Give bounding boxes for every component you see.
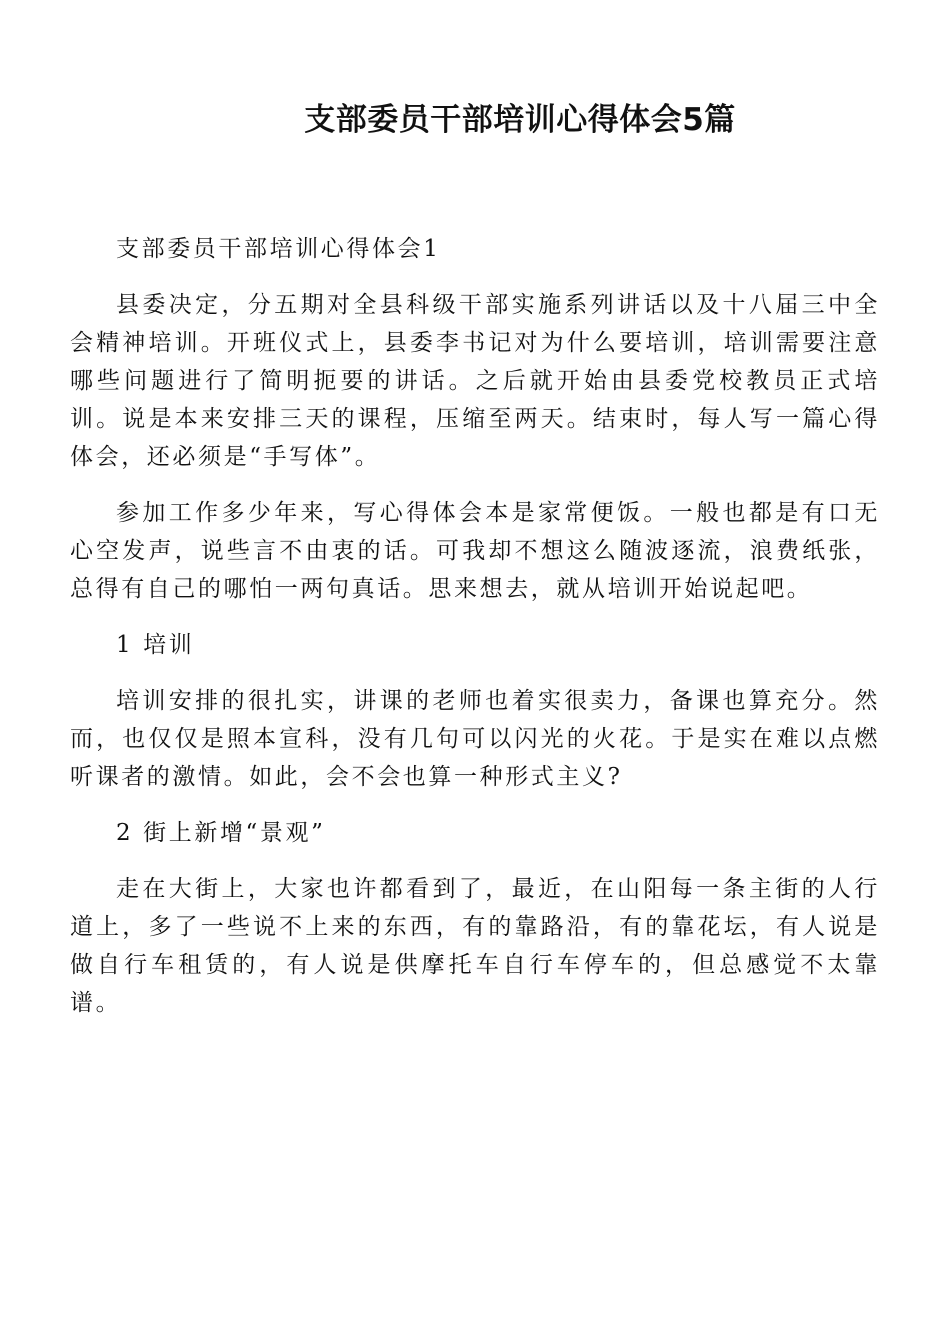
paragraph: 县委决定，分五期对全县科级干部实施系列讲话以及十八届三中全会精神培训。开班仪式上，县委李书记对为什么要培训，培训需要注意哪些问题进行了简明扼要的讲话。之后就开始由县委党校教员正式培训。说是本来安排三天的课程，压缩至两天。结束时，每人写一篇心得体会，还必须是“手写体”。 xyxy=(70,292,880,470)
document-body xyxy=(70,230,880,1040)
section-heading: 2 街上新增“景观” xyxy=(116,820,326,846)
document-title: 支部委员干部培训心得体会5篇 xyxy=(304,102,736,138)
section-heading: 支部委员干部培训心得体会1 xyxy=(116,236,441,262)
paragraph: 培训安排的很扎实，讲课的老师也着实很卖力，备课也算充分。然而，也仅仅是照本宣科，没有几句可以闪光的火花。于是实在难以点燃听课者的激情。如此，会不会也算一种形式主义? xyxy=(70,688,880,790)
section-heading: 1 培训 xyxy=(116,632,195,658)
paragraph: 走在大街上，大家也许都看到了，最近，在山阳每一条主街的人行道上，多了一些说不上来的东西，有的靠路沿，有的靠花坛，有人说是做自行车租赁的，有人说是供摩托车自行车停车的，但总感觉不太靠谱。 xyxy=(70,876,880,1016)
paragraph: 参加工作多少年来，写心得体会本是家常便饭。一般也都是有口无心空发声，说些言不由衷的话。可我却不想这么随波逐流，浪费纸张，总得有自己的哪怕一两句真话。思来想去，就从培训开始说起吧。 xyxy=(70,500,880,602)
